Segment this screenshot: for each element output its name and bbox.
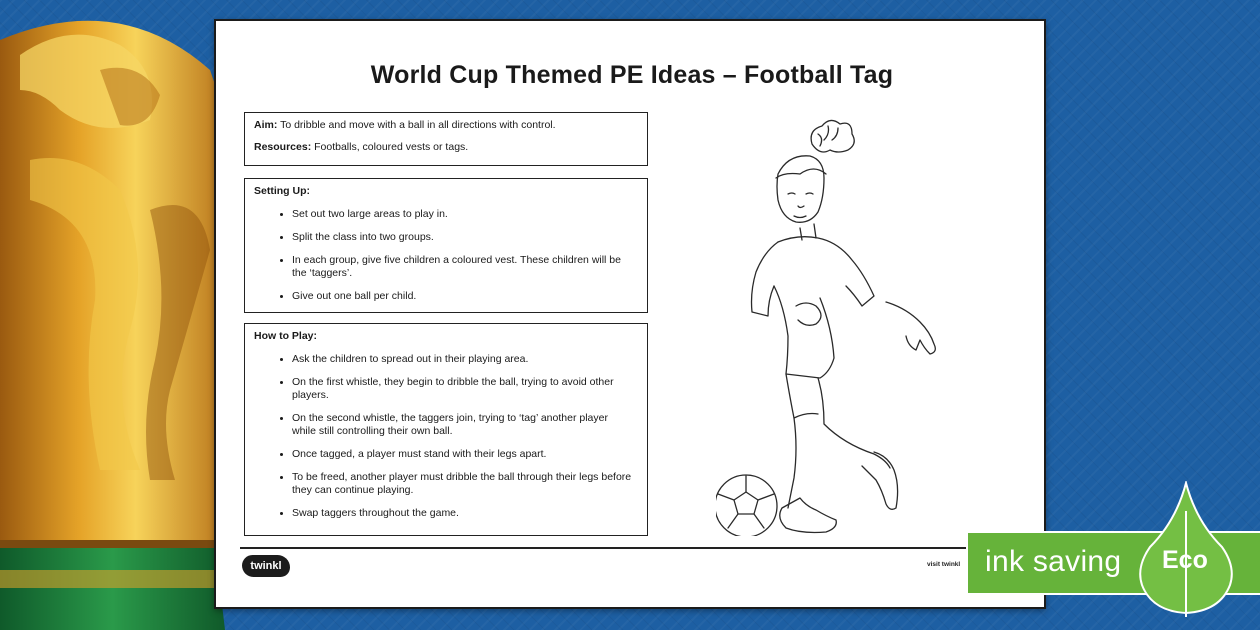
list-item: On the second whistle, the taggers join, trying to ‘tag’ another player while still controlling their own ball. — [292, 412, 638, 438]
setting-up-heading: Setting Up: — [254, 185, 310, 197]
list-item: Set out two large areas to play in. — [292, 208, 638, 221]
list-item: Once tagged, a player must stand with their legs apart. — [292, 448, 638, 461]
setting-up-box — [244, 178, 648, 313]
eco-label: Eco — [1162, 546, 1208, 574]
how-to-play-heading: How to Play: — [254, 330, 318, 342]
footer-visit-text: visit twinkl — [927, 561, 961, 568]
footer-divider — [240, 547, 1024, 549]
list-item: To be freed, another player must dribble the ball through their legs before they can continue playing. — [292, 471, 638, 497]
page-title: World Cup Themed PE Ideas – Football Tag — [370, 61, 894, 89]
ink-saving-label: ink saving — [985, 545, 1122, 578]
how-to-play-list — [254, 353, 638, 520]
resources-line — [254, 141, 638, 154]
footballer-line-drawing — [716, 116, 956, 536]
twinkl-logo: twinkl — [242, 555, 290, 577]
aim-text: To dribble and move with a ball in all directions with control. — [277, 119, 556, 131]
list-item: On the first whistle, they begin to dribble the ball, trying to avoid other players. — [292, 376, 638, 402]
resources-label: Resources: — [254, 141, 312, 153]
list-item: Give out one ball per child. — [292, 290, 638, 303]
aim-resources-box — [244, 112, 648, 166]
list-item: Ask the children to spread out in their playing area. — [292, 353, 638, 366]
list-item: In each group, give five children a coloured vest. These children will be the ‘taggers’. — [292, 254, 638, 280]
aim-label: Aim: — [254, 119, 278, 131]
resources-text: Footballs, coloured vests or tags. — [311, 141, 469, 153]
activity-sheet — [214, 19, 1046, 609]
how-to-play-box — [244, 323, 648, 536]
aim-line — [254, 119, 638, 132]
list-item: Swap taggers throughout the game. — [292, 507, 638, 520]
setting-up-list — [254, 208, 638, 303]
list-item: Split the class into two groups. — [292, 231, 638, 244]
